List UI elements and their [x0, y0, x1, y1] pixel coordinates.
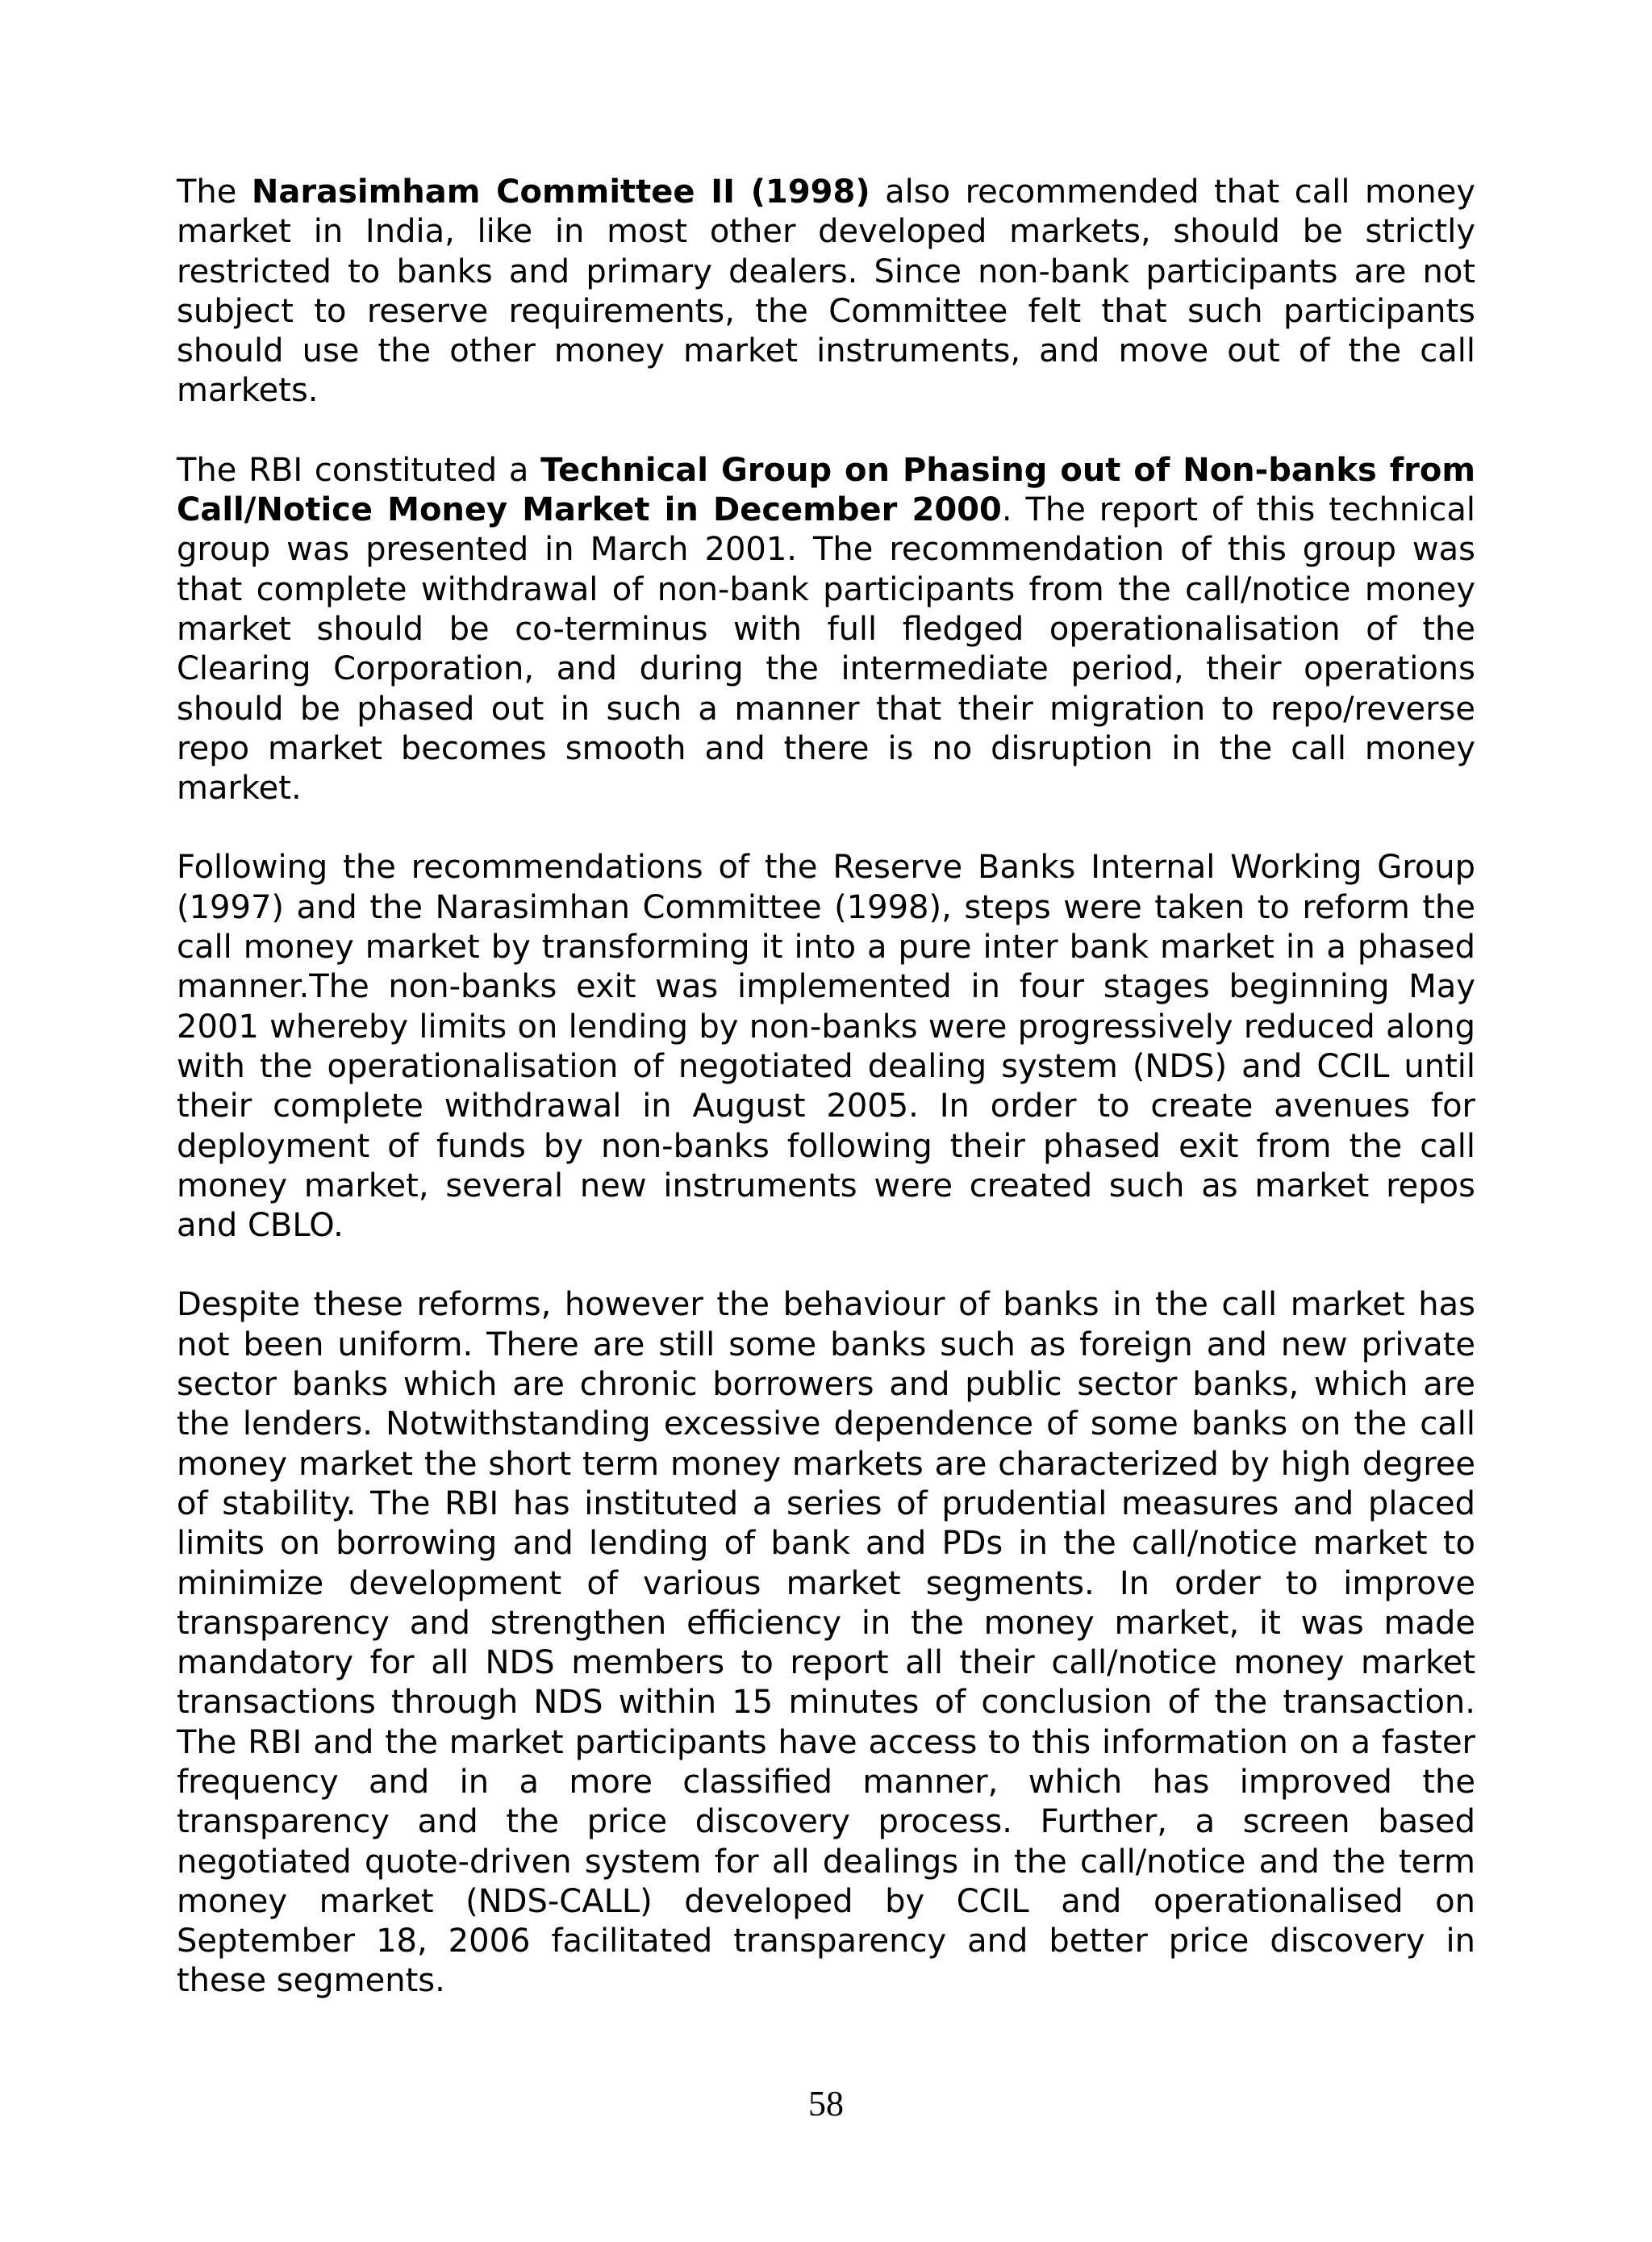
text-run: also recommended that call money market in India, like in most other developed markets, should be strictly restricted to banks and primary dealers. Since non-bank participants are not subject to reserve requirements, the Committee felt that such participants should use the other money market instruments, and move out of the call markets.	[177, 173, 1476, 410]
bold-run-technical-group: Technical Group on Phasing out of Non-banks from Call/Notice Money Market in December 2000	[177, 451, 1475, 529]
paragraph-narasimham-committee	[177, 173, 1475, 411]
bold-run-committee-name: Narasimham Committee II (1998)	[251, 173, 870, 211]
paragraph-reform-steps	[177, 848, 1475, 1246]
paragraph-technical-group	[177, 451, 1475, 809]
text-run: Following the recommendations of the Reserve Banks Internal Working Group (1997) and the Narasimhan Committee (1998), steps were taken to reform the call money market by transforming it into a pure inter bank market in a phased manner.The non-banks exit was implemented in four stages beginning May 2001 whereby limits on lending by non-banks were progressively reduced along with the operationalisation of negotiated dealing system (NDS) and CCIL until their complete withdrawal in August 2005. In order to create avenues for deployment of funds by non-banks following their phased exit from the call money market, several new instruments were created such as market repos and CBLO.	[177, 849, 1475, 1245]
text-run: . The report of this technical group was presented in March 2001. The recommendation of this group was that complete withdrawal of non-bank participants from the call/notice money market should be co-terminus with full fledged operationalisation of the Clearing Corporation, and during the intermediate period, their operations should be phased out in such a manner that their migration to repo/reverse repo market becomes smooth and there is no disruption in the call money market.	[177, 491, 1475, 808]
text-run: The	[177, 173, 252, 211]
page-number: 58	[808, 2084, 844, 2123]
text-run: Despite these reforms, however the behaviour of banks in the call market has not been uniform. There are still some banks such as foreign and new private sector banks which are chronic borrowers and public sector banks, which are the lenders. Notwithstanding excessive dependence of some banks on the call money market the short term money markets are characterized by high degree of stability. The RBI has instituted a series of prudential measures and placed limits on borrowing and lending of bank and PDs in the call/notice market to minimize development of various market segments. In order to improve transparency and strengthen efficiency in the money market, it was made mandatory for all NDS members to report all their call/notice money market transactions through NDS within 15 minutes of conclusion of the transaction. The RBI and the market participants have access to this information on a faster frequency and in a more classified manner, which has improved the transparency and the price discovery process. Further, a screen based negotiated quote-driven system for all dealings in the call/notice and the term money market (NDS-CALL) developed by CCIL and operationalised on September 18, 2006 facilitated transparency and better price discovery in these segments.	[177, 1286, 1475, 2000]
body-text	[177, 173, 1475, 2041]
text-run: The RBI constituted a	[177, 451, 541, 489]
paragraph-bank-behaviour	[177, 1285, 1475, 2001]
